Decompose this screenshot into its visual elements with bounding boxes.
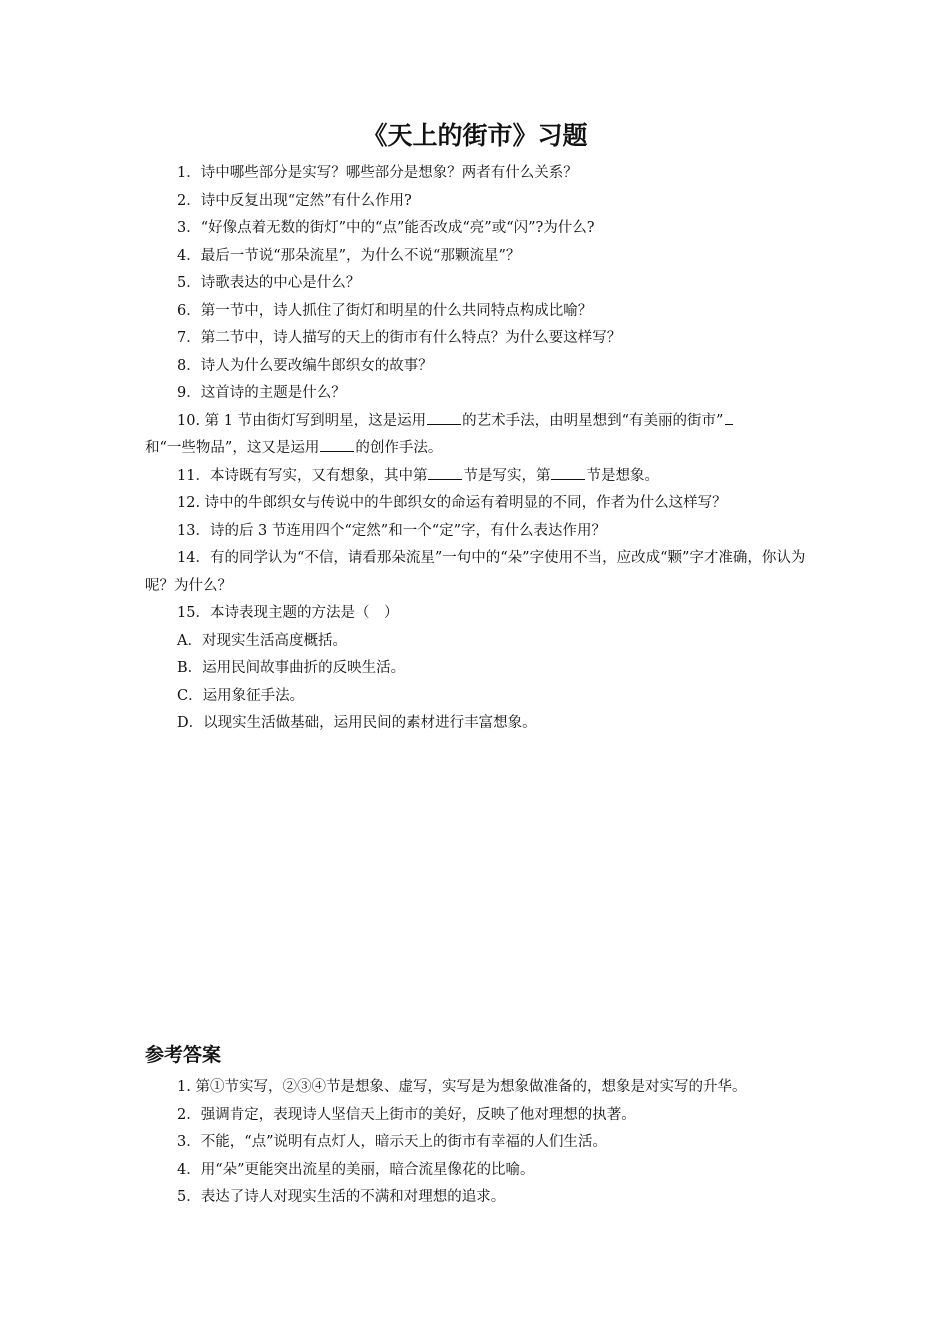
question-13: 13．诗的后 3 节连用四个“定然”和一个“定”字，有什么表达作用？ [177,522,607,539]
question-8: 8．诗人为什么要改编牛郎织女的故事？ [177,357,433,374]
question-list [145,160,810,738]
question-2: 2．诗中反复出现“定然”有什么作用? [177,192,412,209]
option-d: D．以现实生活做基础，运用民间的素材进行丰富想象。 [177,715,537,731]
answer-3: 3．不能，“点”说明有点灯人，暗示天上的街市有幸福的人们生活。 [177,1134,608,1150]
answer-blank [427,408,461,425]
question-11-text-b: 节是写实，第 [463,467,551,484]
question-7: 7．第二节中，诗人描写的天上的街市有什么特点？为什么要这样写？ [177,330,622,346]
question-11-text-a: 11．本诗既有写实，又有想象，其中第 [177,467,428,484]
answer-blank [551,463,585,480]
question-10-text-b: 的艺术手法，由明星想到“有美丽的街市” [462,412,724,429]
option-a: A．对现实生活高度概括。 [177,632,347,649]
answer-4: 4．用“朵”更能突出流星的美丽，暗合流星像花的比喻。 [177,1161,535,1178]
question-6: 6．第一节中，诗人抓住了街灯和明星的什么共同特点构成比喻？ [177,302,593,319]
question-10-text-a: 10. 第 1 节由街灯写到明星，这是运用 [177,412,427,429]
question-10-line-2 [145,435,810,463]
answer-5: 5．表达了诗人对现实生活的不满和对理想的追求。 [177,1189,506,1205]
page-title: 《天上的街市》习题 [362,121,588,150]
question-11 [145,463,810,491]
question-9: 9．这首诗的主题是什么？ [177,385,346,401]
answer-list [145,1074,810,1212]
question-11-text-c: 节是想象。 [586,467,659,484]
question-12: 12. 诗中的牛郎织女与传说中的牛郎织女的命运有着明显的不同，作者为什么这样写？ [177,495,727,511]
option-c: C．运用象征手法。 [177,687,305,704]
question-4: 4．最后一节说“那朵流星”，为什么不说“那颗流星”？ [177,247,521,264]
question-1: 1．诗中哪些部分是实写？哪些部分是想象？两者有什么关系？ [177,165,578,181]
question-14: 14．有的同学认为“不信，请看那朵流星”一句中的“朵”字使用不当，应改成“颗”字才准确，你认为呢？为什么？ [145,550,806,594]
question-15: 15．本诗表现主题的方法是（ ） [177,605,399,621]
question-5: 5．诗歌表达的中心是什么？ [177,275,361,291]
answer-blank [725,408,733,425]
question-3: 3．“好像点着无数的街灯”中的“点”能否改成“亮”或“闪”?为什么? [177,220,595,236]
answer-2: 2．强调肯定，表现诗人坚信天上街市的美好，反映了他对理想的执著。 [177,1106,636,1123]
question-10-text-d: 的创作手法。 [355,440,443,456]
answer-1: 1. 第①节实写，②③④节是想象、虚写，实写是为想象做准备的，想象是对实写的升华。 [177,1079,747,1095]
option-b: B．运用民间故事曲折的反映生活。 [177,660,406,676]
question-10-line-1 [145,408,810,436]
answer-blank [428,463,462,480]
answer-blank [320,435,354,452]
answers-heading: 参考答案 [145,1044,222,1066]
question-10-text-c: 和“一些物品”，这又是运用 [145,440,320,456]
